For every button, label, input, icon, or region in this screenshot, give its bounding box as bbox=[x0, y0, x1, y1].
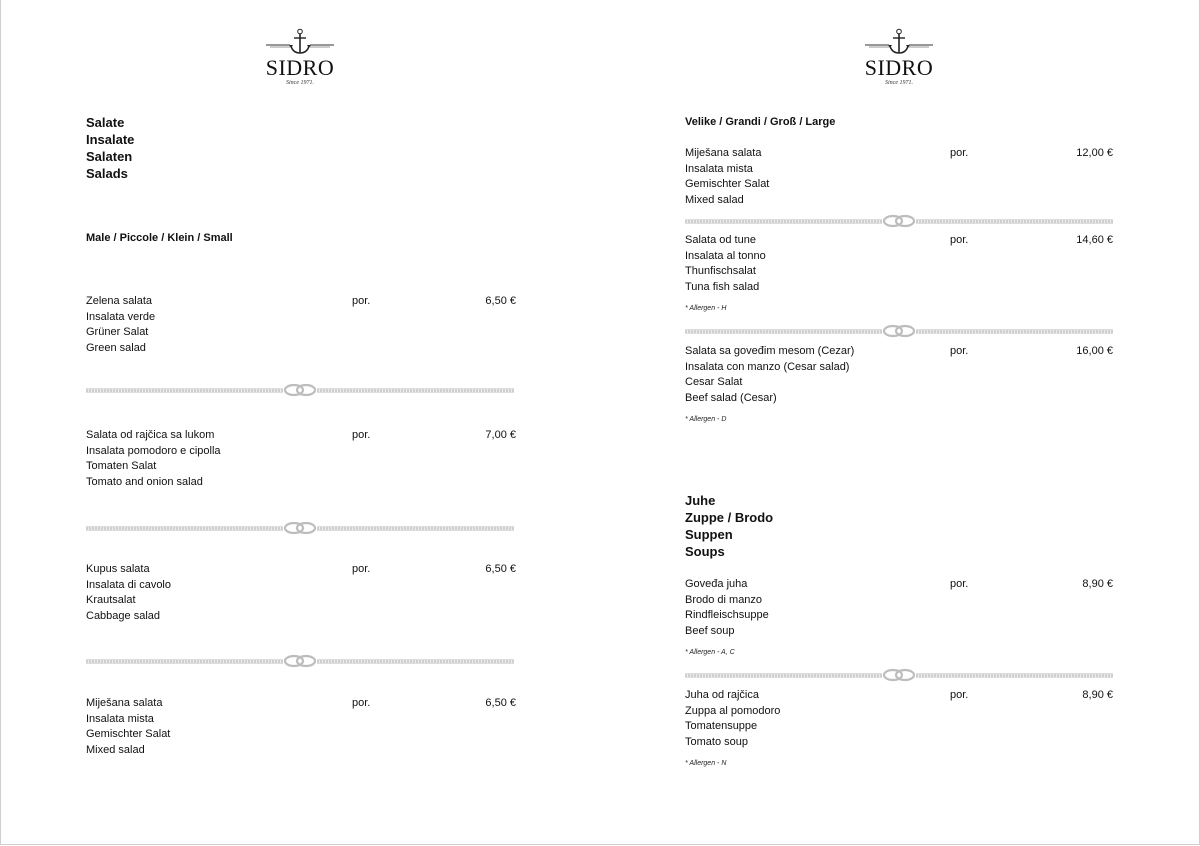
item-name-en: Mixed salad bbox=[86, 743, 145, 756]
brand-since: Since 1971. bbox=[885, 80, 913, 86]
item-unit: por. bbox=[352, 563, 371, 575]
item-name-hr: Salata sa goveđim mesom (Cezar) bbox=[685, 345, 855, 357]
item-name-it: Insalata verde bbox=[86, 310, 156, 323]
item-price: 7,00 € bbox=[485, 429, 516, 441]
item-name-it: Zuppa al pomodoro bbox=[685, 704, 781, 717]
menu-item bbox=[86, 294, 516, 360]
menu-item bbox=[685, 688, 1113, 754]
rope-divider bbox=[685, 668, 1113, 682]
heading-line: Suppen bbox=[685, 527, 733, 542]
item-name-it: Insalata mista bbox=[685, 162, 753, 175]
item-name-en: Beef soup bbox=[685, 624, 735, 637]
heading-line: Soups bbox=[685, 544, 725, 559]
heading-line: Juhe bbox=[685, 493, 716, 508]
item-name-hr: Salata od tune bbox=[685, 234, 756, 246]
allergen-note: * Allergen - N bbox=[685, 760, 727, 767]
item-price: 12,00 € bbox=[1076, 147, 1113, 159]
item-name-en: Tomato soup bbox=[685, 735, 748, 748]
item-name-de: Gemischter Salat bbox=[685, 178, 770, 191]
menu-item bbox=[86, 428, 516, 494]
item-price: 6,50 € bbox=[485, 697, 516, 709]
item-name-hr: Juha od rajčica bbox=[685, 689, 759, 701]
heading-line: Insalate bbox=[86, 132, 135, 147]
heading-line: Zuppe / Brodo bbox=[685, 510, 774, 525]
anchor-icon bbox=[863, 28, 935, 56]
item-name-hr: Kupus salata bbox=[86, 563, 150, 575]
item-name-it: Insalata al tonno bbox=[685, 249, 766, 262]
item-price: 14,60 € bbox=[1076, 234, 1113, 246]
large-size-subheading: Velike / Grandi / Groß / Large bbox=[685, 116, 836, 128]
allergen-note: * Allergen - H bbox=[685, 305, 727, 312]
item-name-hr: Zelena salata bbox=[86, 295, 153, 307]
menu-item bbox=[685, 233, 1113, 299]
item-name-en: Cabbage salad bbox=[86, 609, 161, 622]
soups-heading bbox=[685, 492, 773, 560]
menu-item bbox=[685, 577, 1113, 643]
item-unit: por. bbox=[352, 697, 371, 709]
item-unit: por. bbox=[950, 345, 969, 357]
brand-name: SIDRO bbox=[265, 55, 335, 80]
item-name-it: Insalata pomodoro e cipolla bbox=[86, 444, 221, 457]
item-name-hr: Salata od rajčica sa lukom bbox=[86, 429, 215, 441]
rope-knot-icon bbox=[882, 324, 916, 338]
allergen-note: * Allergen - D bbox=[685, 416, 727, 423]
item-price: 6,50 € bbox=[485, 295, 516, 307]
rope-knot-icon bbox=[882, 214, 916, 228]
item-name-hr: Goveđa juha bbox=[685, 578, 748, 590]
item-name-de: Tomaten Salat bbox=[86, 460, 157, 473]
item-unit: por. bbox=[950, 689, 969, 701]
heading-line: Salate bbox=[86, 115, 125, 130]
rope-divider bbox=[86, 654, 514, 668]
item-unit: por. bbox=[950, 147, 969, 159]
item-name-de: Gemischter Salat bbox=[86, 728, 171, 741]
rope-knot-icon bbox=[882, 668, 916, 682]
item-name-hr: Miješana salata bbox=[86, 697, 163, 709]
item-name-de: Thunfischsalat bbox=[685, 265, 756, 278]
item-name-en: Tomato and onion salad bbox=[86, 475, 203, 488]
menu-item bbox=[86, 562, 516, 628]
allergen-note: * Allergen - A, C bbox=[685, 649, 735, 656]
item-name-it: Insalata con manzo (Cesar salad) bbox=[685, 360, 850, 373]
rope-divider bbox=[86, 521, 514, 535]
item-name-en: Beef salad (Cesar) bbox=[685, 391, 777, 404]
rope-divider bbox=[685, 214, 1113, 228]
item-name-en: Tuna fish salad bbox=[685, 280, 760, 293]
rope-divider bbox=[86, 383, 514, 397]
item-unit: por. bbox=[950, 578, 969, 590]
heading-line: Salads bbox=[86, 166, 128, 181]
menu-item bbox=[86, 696, 516, 762]
brand-since: Since 1971. bbox=[286, 80, 314, 86]
item-unit: por. bbox=[950, 234, 969, 246]
item-price: 8,90 € bbox=[1082, 689, 1113, 701]
item-price: 6,50 € bbox=[485, 563, 516, 575]
item-name-it: Insalata mista bbox=[86, 712, 154, 725]
rope-divider bbox=[685, 324, 1113, 338]
brand-name: SIDRO bbox=[864, 55, 934, 80]
item-unit: por. bbox=[352, 429, 371, 441]
item-name-de: Krautsalat bbox=[86, 594, 136, 607]
anchor-icon bbox=[264, 28, 336, 56]
item-name-it: Insalata di cavolo bbox=[86, 578, 171, 591]
item-name-hr: Miješana salata bbox=[685, 147, 762, 159]
menu-page-right bbox=[600, 0, 1200, 846]
item-name-it: Brodo di manzo bbox=[685, 593, 763, 606]
item-name-de: Tomatensuppe bbox=[685, 720, 758, 733]
item-price: 16,00 € bbox=[1076, 345, 1113, 357]
small-size-subheading: Male / Piccole / Klein / Small bbox=[86, 232, 233, 244]
rope-knot-icon bbox=[283, 521, 317, 535]
menu-item bbox=[685, 344, 1113, 410]
rope-knot-icon bbox=[283, 654, 317, 668]
item-unit: por. bbox=[352, 295, 371, 307]
menu-item bbox=[685, 146, 1113, 212]
brand-logo bbox=[260, 28, 340, 87]
item-name-de: Grüner Salat bbox=[86, 326, 149, 339]
rope-knot-icon bbox=[283, 383, 317, 397]
item-name-en: Mixed salad bbox=[685, 193, 744, 206]
brand-logo bbox=[859, 28, 939, 87]
item-name-de: Rindfleischsuppe bbox=[685, 609, 769, 622]
heading-line: Salaten bbox=[86, 149, 133, 164]
item-price: 8,90 € bbox=[1082, 578, 1113, 590]
salads-heading bbox=[86, 114, 134, 182]
item-name-de: Cesar Salat bbox=[685, 376, 743, 389]
item-name-en: Green salad bbox=[86, 341, 146, 354]
